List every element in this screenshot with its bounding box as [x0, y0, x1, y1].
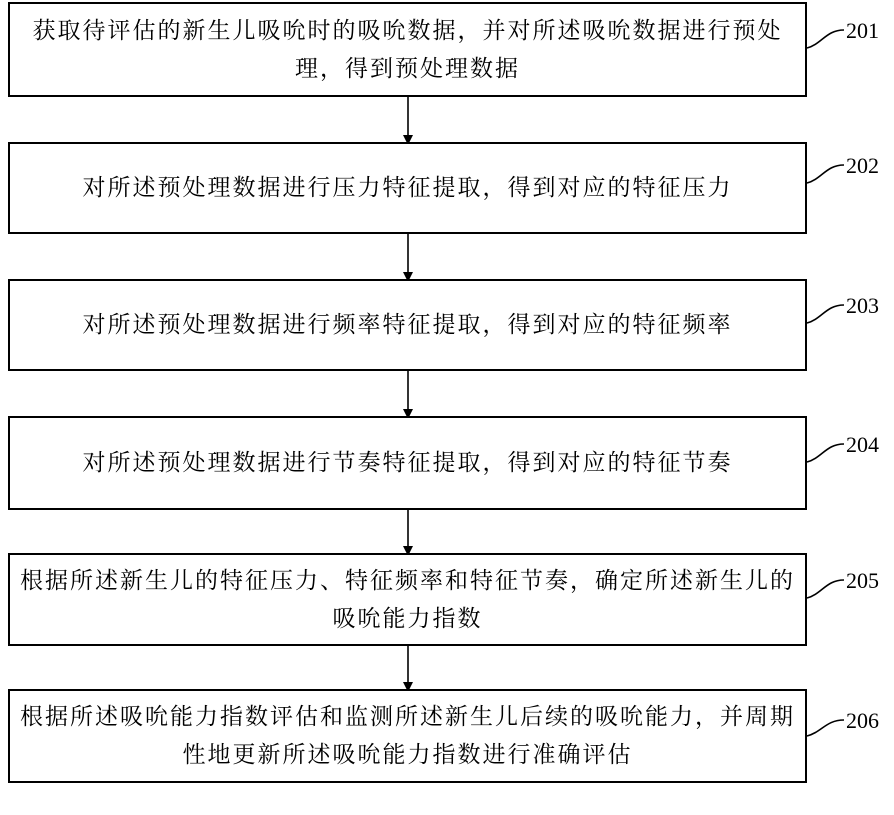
step-text-203: 对所述预处理数据进行频率特征提取，得到对应的特征频率 [82, 312, 733, 338]
leader-205 [807, 580, 844, 598]
leader-203 [807, 305, 844, 323]
step-label-201: 201 [846, 18, 879, 43]
step-text-202: 对所述预处理数据进行压力特征提取，得到对应的特征压力 [82, 175, 733, 201]
step-box-201 [8, 2, 807, 97]
step-label-206: 206 [846, 708, 879, 733]
leader-201 [807, 30, 844, 48]
step-box-202 [8, 142, 807, 234]
leader-202 [807, 165, 844, 183]
step-text-205: 根据所述新生儿的特征压力、特征频率和特征节奏，确定所述新生儿的吸吮能力指数 [20, 567, 795, 632]
step-label-205: 205 [846, 568, 879, 593]
leader-204 [807, 444, 844, 462]
step-label-202: 202 [846, 153, 879, 178]
step-label-204: 204 [846, 432, 879, 457]
step-text-201: 获取待评估的新生儿吸吮时的吸吮数据，并对所述吸吮数据进行预处理，得到预处理数据 [32, 17, 783, 82]
step-box-203 [8, 279, 807, 371]
step-label-203: 203 [846, 293, 879, 318]
step-text-206: 根据所述吸吮能力指数评估和监测所述新生儿后续的吸吮能力，并周期性地更新所述吸吮能力指数进行准确评估 [20, 704, 795, 768]
step-text-204: 对所述预处理数据进行节奏特征提取，得到对应的特征节奏 [82, 450, 733, 476]
step-box-204 [8, 416, 807, 510]
leader-206 [807, 720, 844, 736]
step-box-205 [8, 553, 807, 646]
step-box-206 [8, 689, 807, 783]
